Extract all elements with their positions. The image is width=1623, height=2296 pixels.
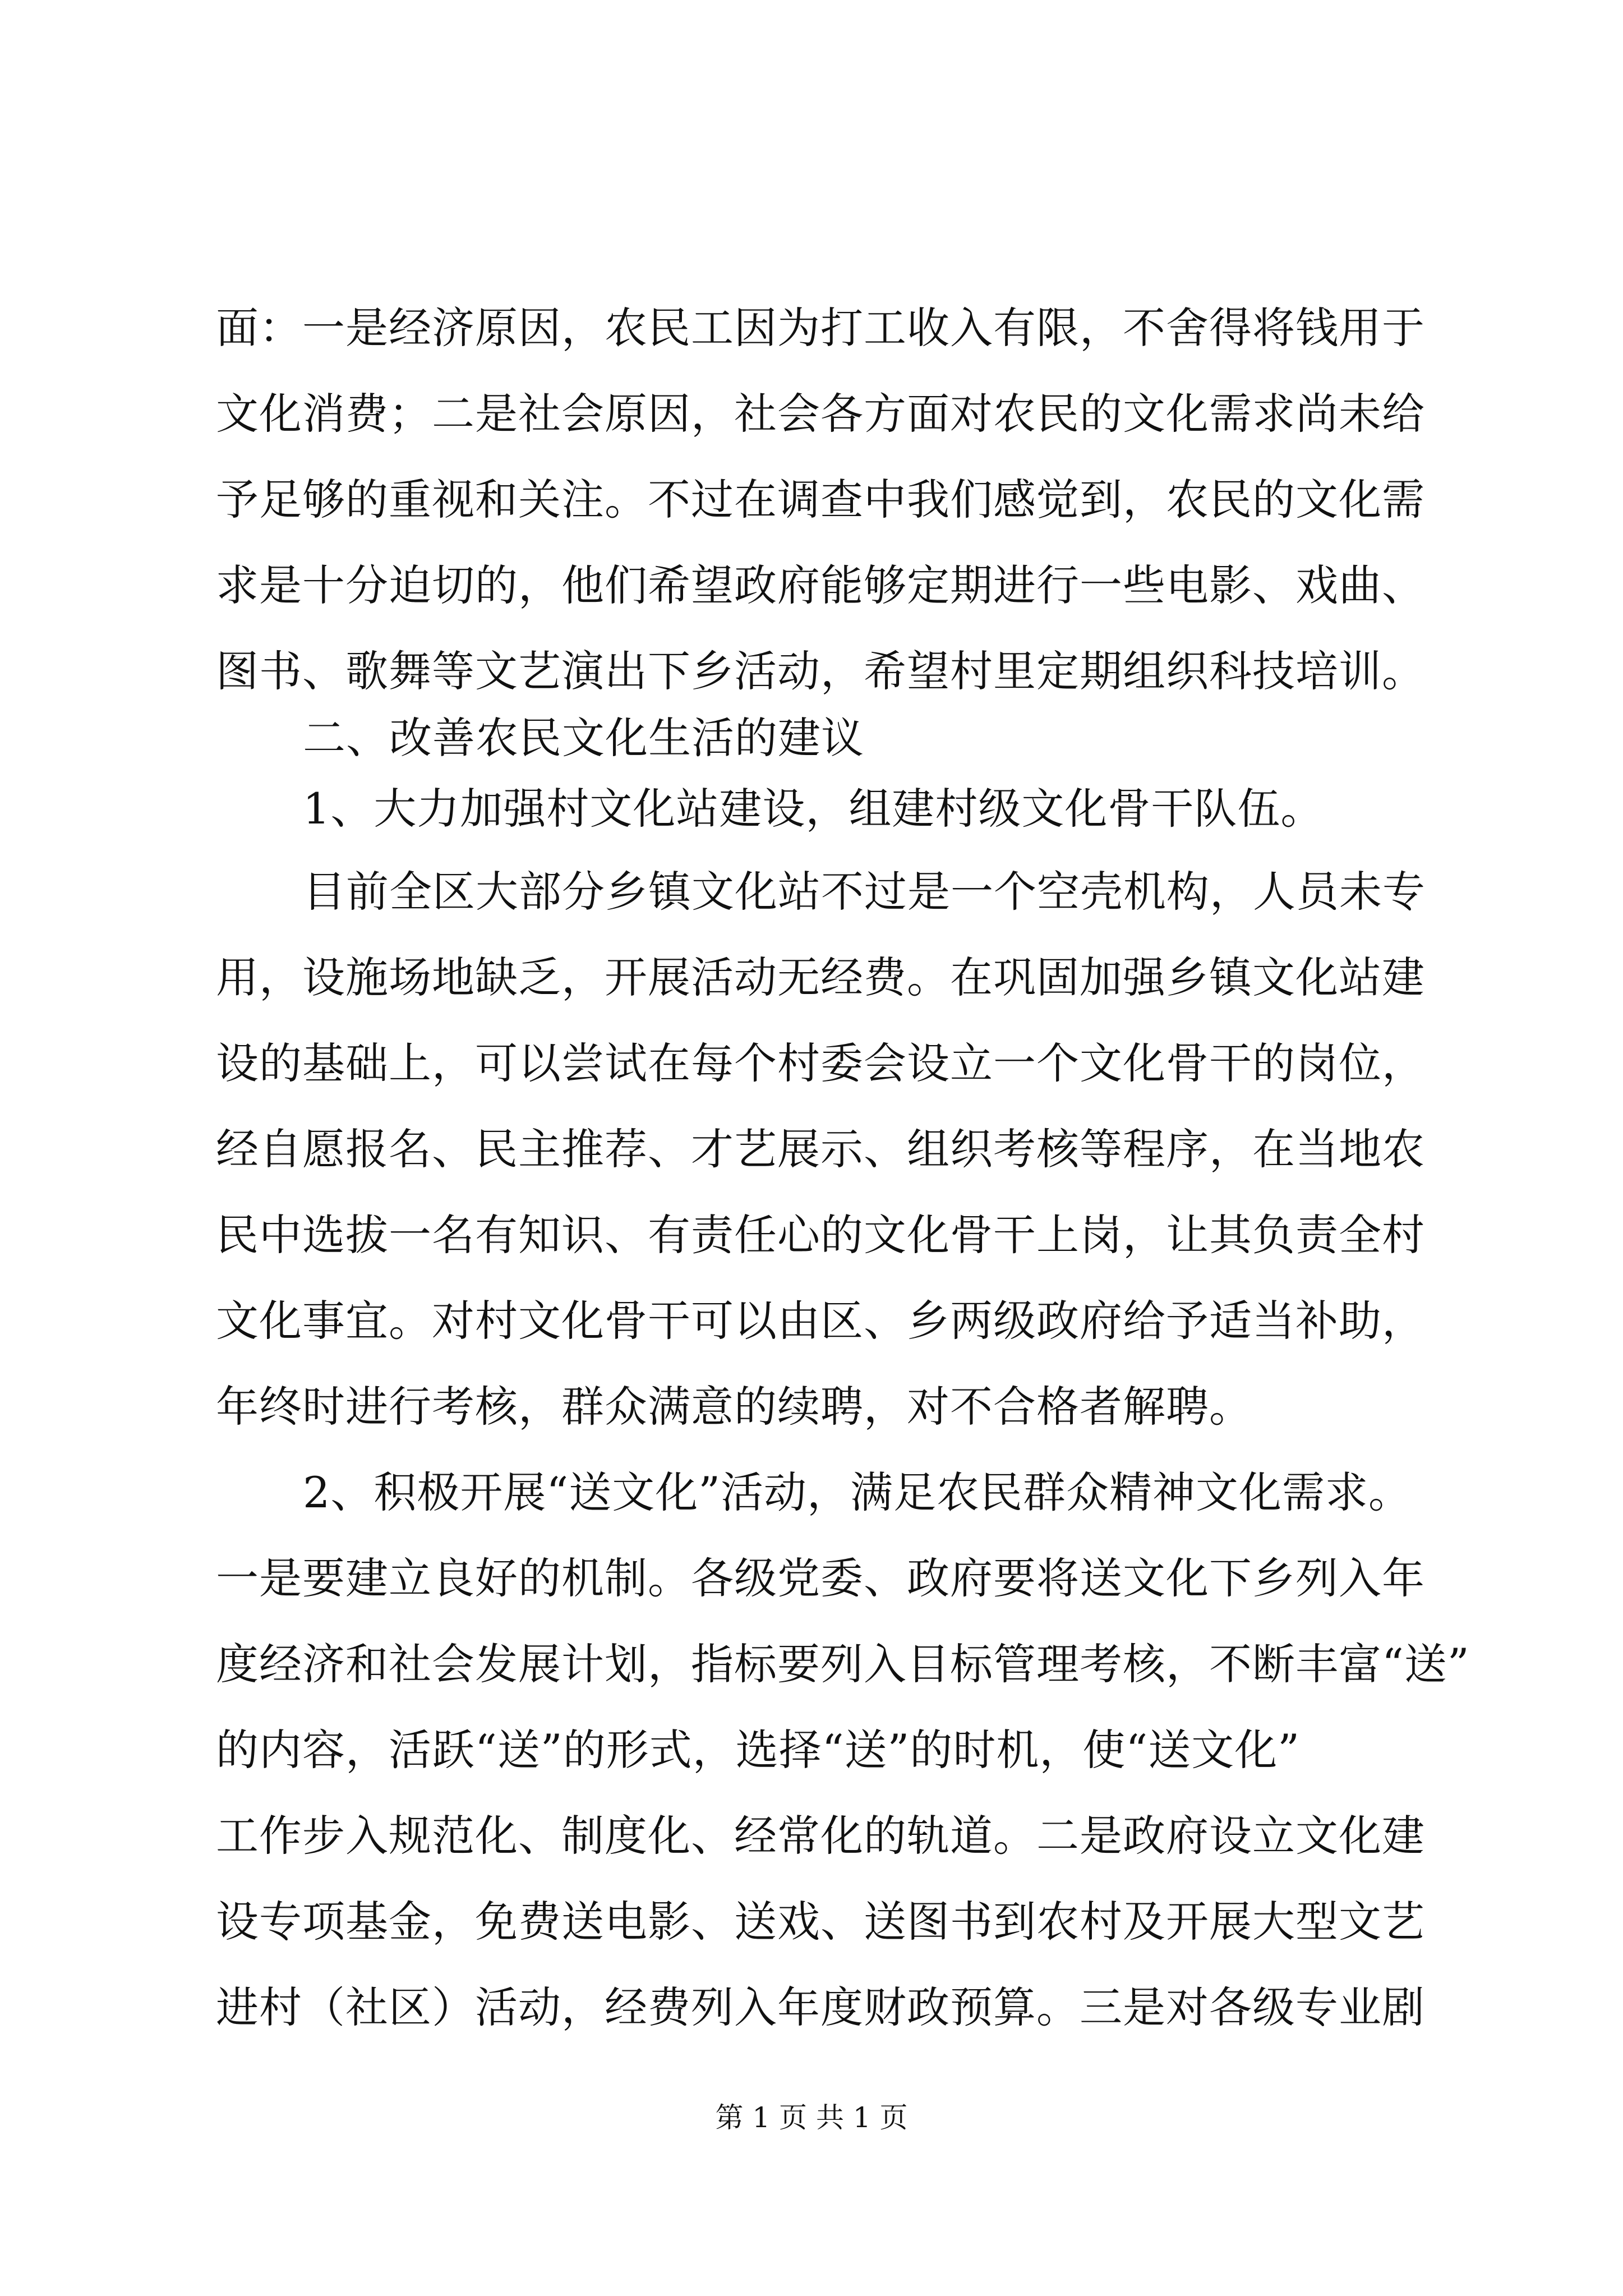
section-heading: 二、改善农民文化生活的建议 bbox=[303, 713, 864, 763]
text-line-13: 文化事宜。对村文化骨干可以由区、乡两级政府给予适当补助， bbox=[216, 1296, 1425, 1346]
text-line-18: 的内容，活跃“送”的形式，选择“送”的时机，使“送文化” bbox=[216, 1725, 1301, 1775]
page-footer: 第 1 页 共 1 页 bbox=[715, 2101, 908, 2134]
text-line-20: 设专项基金，免费送电影、送戏、送图书到农村及开展大型文艺 bbox=[216, 1897, 1425, 1947]
text-line-14: 年终时进行考核，群众满意的续聘，对不合格者解聘。 bbox=[216, 1382, 1252, 1432]
subsection-heading-2: 2、积极开展“送文化”活动，满足农民群众精神文化需求。 bbox=[303, 1467, 1412, 1517]
text-line-9: 用，设施场地缺乏，开展活动无经费。在巩固加强乡镇文化站建 bbox=[216, 953, 1425, 1002]
text-line-10: 设的基础上，可以尝试在每个村委会设立一个文化骨干的岗位， bbox=[216, 1038, 1425, 1088]
text-line-12: 民中选拔一名有知识、有责任心的文化骨干上岗，让其负责全村 bbox=[216, 1210, 1425, 1260]
text-line-4: 求是十分迫切的，他们希望政府能够定期进行一些电影、戏曲、 bbox=[216, 560, 1425, 610]
text-line-21: 进村（社区）活动，经费列入年度财政预算。三是对各级专业剧 bbox=[216, 1982, 1425, 2032]
text-line-3: 予足够的重视和关注。不过在调查中我们感觉到，农民的文化需 bbox=[216, 475, 1425, 524]
text-line-1: 面：一是经济原因，农民工因为打工收入有限，不舍得将钱用于 bbox=[216, 303, 1425, 353]
subsection-heading-1: 1、大力加强村文化站建设，组建村级文化骨干队伍。 bbox=[303, 784, 1324, 834]
text-line-5: 图书、歌舞等文艺演出下乡活动，希望村里定期组织科技培训。 bbox=[216, 646, 1425, 696]
text-line-2: 文化消费；二是社会原因，社会各方面对农民的文化需求尚未给 bbox=[216, 389, 1425, 439]
text-line-19: 工作步入规范化、制度化、经常化的轨道。二是政府设立文化建 bbox=[216, 1811, 1425, 1861]
text-line-8: 目前全区大部分乡镇文化站不过是一个空壳机构，人员未专 bbox=[303, 867, 1426, 917]
text-line-11: 经自愿报名、民主推荐、才艺展示、组织考核等程序，在当地农 bbox=[216, 1124, 1425, 1174]
text-line-16: 一是要建立良好的机制。各级党委、政府要将送文化下乡列入年 bbox=[216, 1553, 1425, 1603]
text-line-17: 度经济和社会发展计划，指标要列入目标管理考核，不断丰富“送” bbox=[216, 1639, 1470, 1689]
